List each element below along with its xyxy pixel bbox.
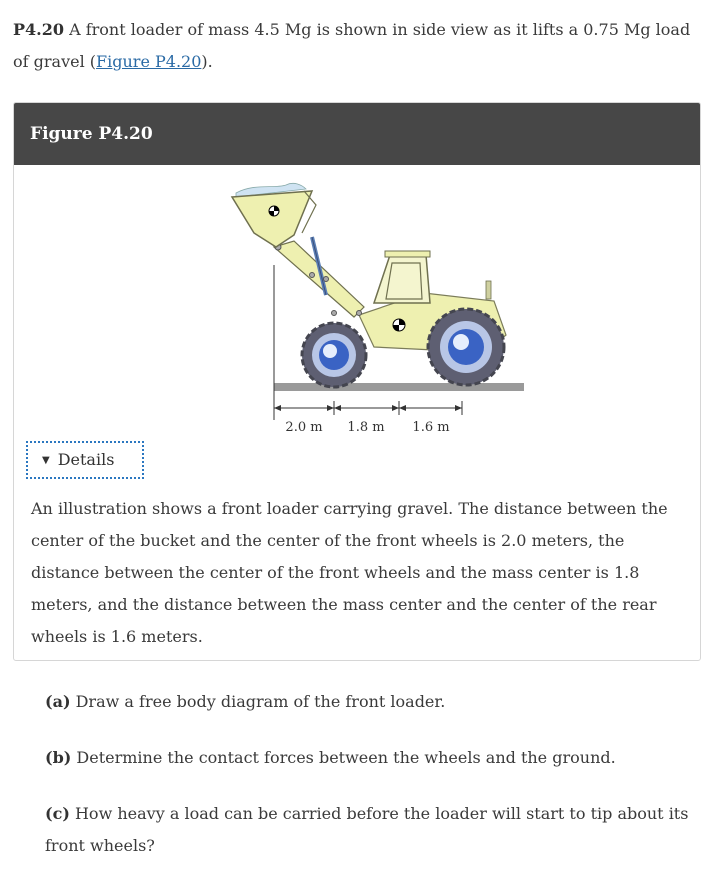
question-text: Draw a free body diagram of the front loader. xyxy=(70,692,446,711)
problem-number: P4.20 xyxy=(13,20,64,39)
figure-panel xyxy=(13,102,701,661)
question-b xyxy=(45,742,695,774)
figure-link[interactable]: Figure P4.20 xyxy=(96,52,202,71)
question-a xyxy=(45,686,695,718)
question-text: Determine the contact forces between the wheels and the ground. xyxy=(71,748,616,767)
question-label: (b) xyxy=(45,748,72,767)
problem-text-end: ). xyxy=(201,52,213,71)
problem-statement xyxy=(13,14,703,78)
figure-description: An illustration shows a front loader carrying gravel. The distance between the center of the bucket and the center of the front wheels is 2.0 meters, the distance between the center of the front wheels and the mass center is 1.8 meters, and the distance between the mass center and the center of the rear wheels is 1.6 meters. xyxy=(31,499,668,646)
front-wheel xyxy=(302,323,366,387)
question-label: (c) xyxy=(45,804,70,823)
details-toggle[interactable] xyxy=(26,441,144,479)
mass-center-symbol xyxy=(393,319,405,331)
dim-label-center-rear: 1.6 m xyxy=(412,420,450,435)
ground xyxy=(274,383,524,391)
details-label: Details xyxy=(57,450,115,469)
front-loader-illustration xyxy=(194,175,534,437)
caret-down-icon: ▼ xyxy=(42,455,50,466)
dim-label-bucket-front: 2.0 m xyxy=(285,420,323,435)
question-text: How heavy a load can be carried before the loader will start to tip about its front wheels? xyxy=(45,804,689,855)
figure-title: Figure P4.20 xyxy=(14,103,700,165)
question-c xyxy=(45,798,695,862)
lift-arm xyxy=(274,241,364,317)
bucket-center-symbol xyxy=(269,206,279,216)
dim-label-front-center: 1.8 m xyxy=(347,420,385,435)
question-label: (a) xyxy=(45,692,71,711)
bucket xyxy=(232,191,312,247)
problem-text: A front loader of mass 4.5 Mg is shown in side view as it lifts a 0.75 Mg load of gravel ( xyxy=(13,20,691,71)
rear-wheel xyxy=(428,309,504,385)
